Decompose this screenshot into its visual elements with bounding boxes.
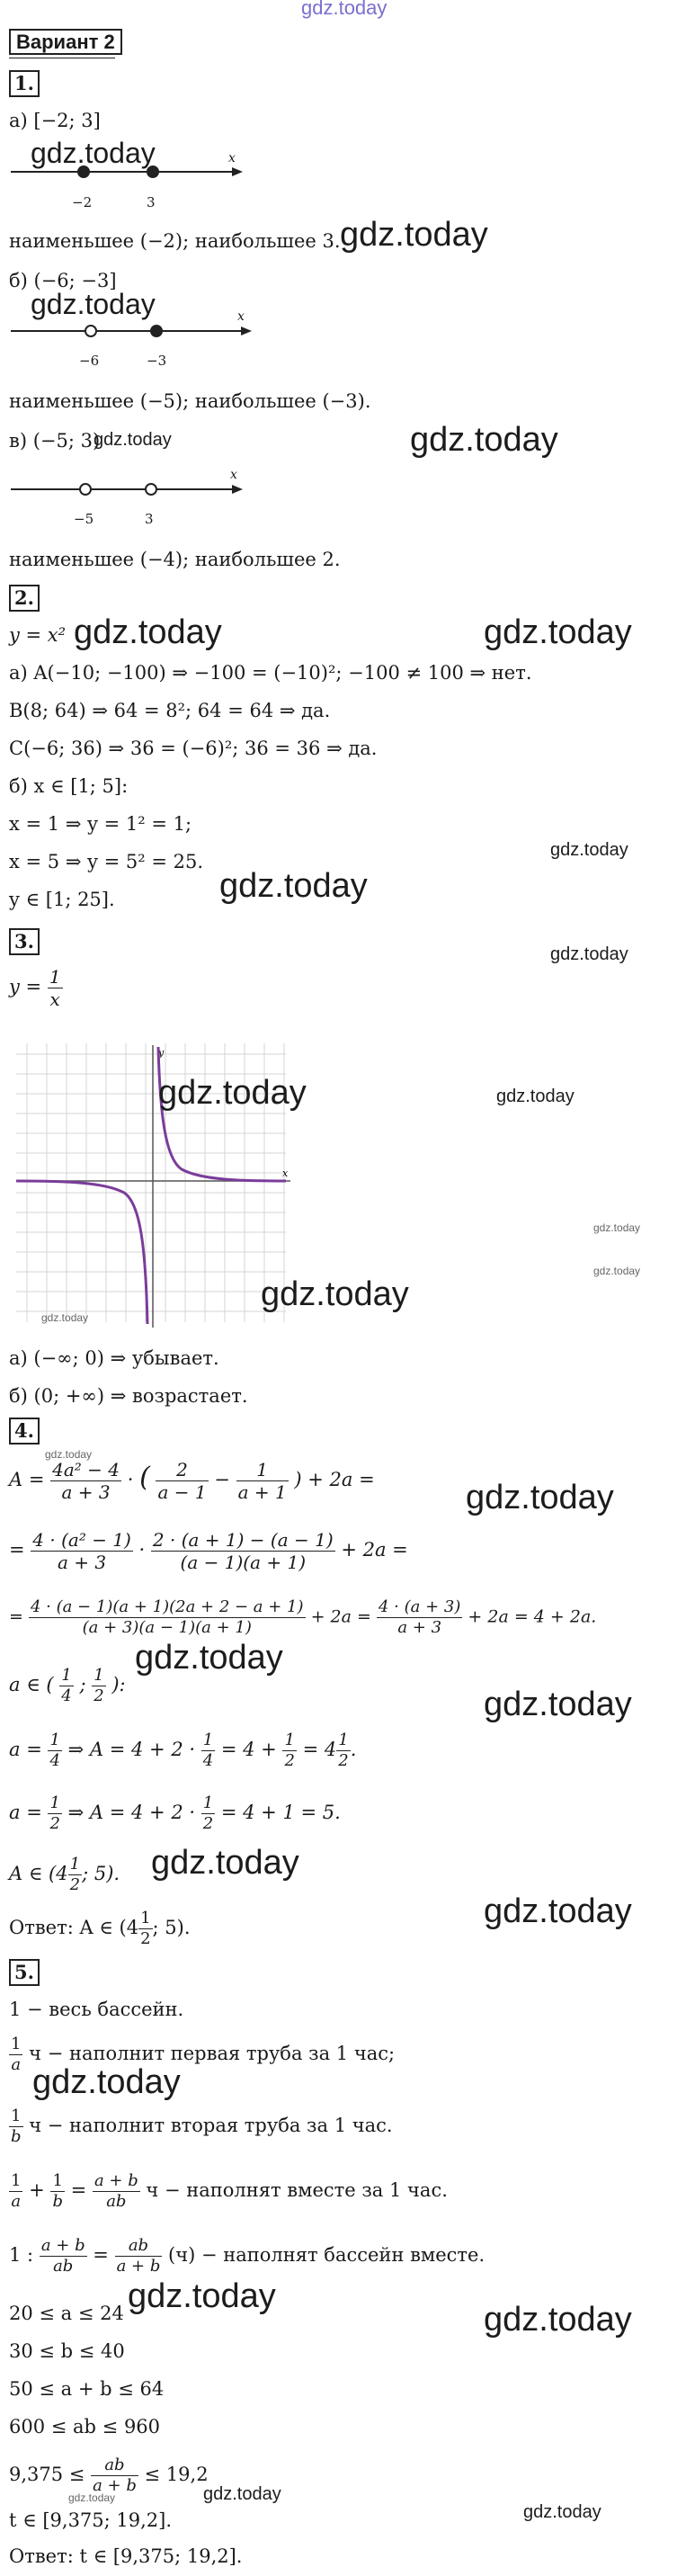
task3-a: а) (−∞; 0) ⇒ убывает. bbox=[9, 1347, 219, 1369]
fraction: $\frac{4 \cdot (a + 3)}{a + 3}$ bbox=[378, 1597, 461, 1637]
fraction: $\frac{2 \cdot (a + 1) - (a - 1)}{(a - 1)(a + 1)}$ bbox=[152, 1529, 334, 1573]
tick-label: 3 bbox=[147, 194, 156, 210]
task2-line: а) A(−10; −100) ⇒ −100 = (−10)²; −100 ≠ 100 ⇒ нет. bbox=[9, 662, 532, 684]
watermark: gdz.today bbox=[550, 944, 628, 964]
variant-title-text: Вариант 2 bbox=[9, 29, 122, 55]
fraction: $\frac{1}{2}$ bbox=[140, 1909, 151, 1948]
task2-line: C(−6; 36) ⇒ 36 = (−6)²; 36 = 36 ⇒ да. bbox=[9, 738, 378, 759]
fraction: $\frac{1}{2}$ bbox=[49, 1793, 60, 1833]
fraction: $\frac{1}{x}$ bbox=[49, 966, 61, 1010]
watermark: gdz.today bbox=[496, 1087, 575, 1106]
watermark: gdz.today bbox=[219, 867, 368, 905]
tick-label: −2 bbox=[72, 194, 93, 210]
open-point-icon bbox=[79, 483, 92, 496]
task1-c-answer: наименьшее (−4); наибольшее 2. bbox=[9, 549, 341, 570]
task5-answer: Ответ: t ∈ [9,375; 19,2]. bbox=[9, 2545, 243, 2567]
watermark: gdz.today bbox=[484, 2301, 632, 2339]
fraction: $\frac{1}{a}$ bbox=[11, 2171, 22, 2211]
task4-answer: Ответ: A ∈ (4 $\frac{1}{2}$ ; 5). bbox=[9, 1909, 191, 1948]
graph-x-label: x bbox=[282, 1167, 289, 1179]
task5-line: 1 : $\frac{a + b}{ab}$ = $\frac{ab}{a + b}$ (ч) − наполнят бассейн вместе. bbox=[9, 2236, 485, 2276]
fraction: $\frac{1}{4}$ bbox=[61, 1666, 72, 1705]
fraction: $\frac{2}{a - 1}$ bbox=[157, 1459, 207, 1503]
axis-line bbox=[11, 330, 245, 332]
fraction: $\frac{1}{2}$ bbox=[284, 1731, 295, 1770]
task1-b-label: б) (−6; −3] bbox=[9, 270, 117, 291]
task2-line: x = 1 ⇒ y = 1² = 1; bbox=[9, 813, 192, 835]
tick-label: −3 bbox=[147, 353, 167, 369]
fraction: $\frac{1}{2}$ bbox=[94, 1666, 104, 1705]
watermark: gdz.today bbox=[410, 421, 558, 459]
tick-label: 3 bbox=[145, 511, 154, 527]
fraction: $\frac{\text{4 · (a² − 1)}}{a + 3}$ bbox=[32, 1529, 131, 1573]
fraction: $\frac{a + b}{ab}$ bbox=[94, 2171, 138, 2211]
fraction: $\frac{1}{4}$ bbox=[202, 1731, 214, 1770]
open-point-icon bbox=[85, 325, 97, 337]
open-point-icon bbox=[145, 483, 157, 496]
tick-label: −5 bbox=[74, 511, 94, 527]
watermark: gdz.today bbox=[94, 430, 172, 450]
fraction: $\frac{a + b}{ab}$ bbox=[40, 2236, 85, 2276]
watermark: gdz.today bbox=[593, 1221, 641, 1234]
fraction: $\frac{1}{a + 1}$ bbox=[237, 1459, 287, 1503]
fraction: $\frac{1}{2}$ bbox=[202, 1793, 214, 1833]
task4-line3: = $\frac{4 \cdot (a - 1)(a + 1)(2a + 2 - a + 1)}{(a + 3)(a - 1)(a + 1)}$ + 2a = $\frac{4 \cdot (a + 3)}{a + 3}$ + 2a = 4 + 2a. bbox=[9, 1597, 597, 1637]
fraction: $\frac{1}{2}$ bbox=[69, 1855, 81, 1894]
task1-a-answer: наименьшее (−2); наибольшее 3. bbox=[9, 230, 341, 252]
watermark: gdz.today bbox=[484, 1892, 632, 1930]
task4-line2: = $\frac{\text{4 · (a² − 1)}}{a + 3}$ · $\frac{2 \cdot (a + 1) - (a - 1)}{(a - 1)(a + 1)}$ + 2a = bbox=[9, 1529, 408, 1573]
axis-arrow-icon bbox=[232, 167, 243, 176]
task4-line1: A = $\frac{\text{4a² − 4}}{a + 3}$ · ( $\frac{2}{a - 1}$ − $\frac{1}{a + 1}$ ) + 2a = bbox=[9, 1459, 375, 1503]
task4-case1: a = $\frac{1}{4}$ ⇒ A = 4 + 2 · $\frac{1}{4}$ = 4 + $\frac{1}{2}$ = 4 $\frac{1}{2}$ . bbox=[9, 1731, 357, 1770]
axis-x-label: x bbox=[228, 151, 236, 165]
task5-line: $\frac{1}{b}$ ч − наполнит вторая труба за 1 час. bbox=[11, 2106, 393, 2146]
task3-number: 3. bbox=[9, 928, 40, 955]
task5-ineq: 50 ≤ a + b ≤ 64 bbox=[9, 2378, 165, 2400]
task5-number: 5. bbox=[9, 1959, 40, 1986]
task5-ineq: 600 ≤ ab ≤ 960 bbox=[9, 2416, 161, 2437]
fraction: $\frac{\text{4a² − 4}}{a + 3}$ bbox=[52, 1459, 120, 1503]
graph-y-label: y bbox=[158, 1047, 165, 1059]
fraction: $\frac{ab}{a + b}$ bbox=[116, 2236, 161, 2276]
fraction: $\frac{4 \cdot (a - 1)(a + 1)(2a + 2 - a + 1)}{(a + 3)(a - 1)(a + 1)}$ bbox=[30, 1597, 304, 1637]
watermark: gdz.today bbox=[41, 1311, 89, 1324]
fraction: $\frac{1}{b}$ bbox=[11, 2106, 22, 2146]
watermark: gdz.today bbox=[32, 2063, 181, 2101]
variant-title bbox=[9, 31, 122, 54]
task2-line: б) x ∈ [1; 5]: bbox=[9, 775, 129, 797]
axis-line bbox=[11, 171, 236, 173]
watermark: gdz.today bbox=[135, 1639, 283, 1677]
task5-ineq: 9,375 ≤ $\frac{ab}{a + b}$ ≤ 19,2 bbox=[9, 2455, 209, 2495]
watermark: gdz.today bbox=[128, 2277, 276, 2315]
axis-arrow-icon bbox=[241, 326, 252, 335]
task4-interval: a ∈ ( $\frac{1}{4}$ ; $\frac{1}{2}$ ): bbox=[9, 1666, 126, 1705]
task1-number: 1. bbox=[9, 70, 40, 97]
watermark: gdz.today bbox=[203, 2484, 281, 2504]
task1-c-label: в) (−5; 3) bbox=[9, 430, 101, 452]
task4-case2: a = $\frac{1}{2}$ ⇒ A = 4 + 2 · $\frac{1}{2}$ = 4 + 1 = 5. bbox=[9, 1793, 341, 1833]
task5-ineq: 20 ≤ a ≤ 24 bbox=[9, 2303, 124, 2324]
task5-line: $\frac{1}{a}$ + $\frac{1}{b}$ = $\frac{a + b}{ab}$ ч − наполнят вместе за 1 час. bbox=[11, 2171, 448, 2211]
task3-function: y = $\frac{1}{x}$ bbox=[9, 966, 61, 1010]
fraction: $\frac{1}{b}$ bbox=[52, 2171, 63, 2211]
watermark: gdz.today bbox=[523, 2502, 601, 2522]
axis-x-label: x bbox=[237, 309, 245, 324]
watermark: gdz.today bbox=[466, 1479, 614, 1516]
task5-ineq: 30 ≤ b ≤ 40 bbox=[9, 2340, 125, 2362]
fraction: $\frac{ab}{a + b}$ bbox=[93, 2455, 137, 2495]
fraction: $\frac{1}{4}$ bbox=[49, 1731, 60, 1770]
fraction: $\frac{1}{2}$ bbox=[338, 1731, 349, 1770]
watermark: gdz.today bbox=[151, 1844, 299, 1882]
closed-point-icon bbox=[150, 325, 163, 337]
watermark: gdz.today bbox=[31, 288, 156, 320]
watermark: gdz.today bbox=[593, 1265, 641, 1277]
task1-b-answer: наименьшее (−5); наибольшее (−3). bbox=[9, 390, 371, 412]
fraction: $\frac{1}{a}$ bbox=[11, 2035, 22, 2074]
watermark: gdz.today bbox=[340, 216, 488, 254]
task2-function: y = x² bbox=[9, 624, 67, 646]
axis-x-label: x bbox=[230, 468, 237, 482]
watermark: gdz.today bbox=[45, 1448, 93, 1461]
task2-number: 2. bbox=[9, 585, 40, 612]
watermark: gdz.today bbox=[550, 840, 628, 860]
task2-line: y ∈ [1; 25]. bbox=[9, 889, 115, 910]
task5-line: 1 − весь бассейн. bbox=[9, 1999, 184, 2020]
task4-number: 4. bbox=[9, 1418, 40, 1445]
axis-arrow-icon bbox=[232, 485, 243, 494]
task2-line: x = 5 ⇒ y = 5² = 25. bbox=[9, 851, 204, 872]
task1-a-label: а) [−2; 3] bbox=[9, 110, 101, 131]
watermark: gdz.today bbox=[68, 2491, 116, 2504]
task2-line: B(8; 64) ⇒ 64 = 8²; 64 = 64 ⇒ да. bbox=[9, 700, 331, 721]
watermark: gdz.today bbox=[74, 613, 222, 651]
axis-line bbox=[11, 488, 236, 490]
tick-label: −6 bbox=[79, 353, 100, 369]
watermark: gdz.today bbox=[484, 1686, 632, 1723]
task5-line: $\frac{1}{a}$ ч − наполнит первая труба за 1 час; bbox=[11, 2035, 396, 2074]
watermark-top: gdz.today bbox=[301, 0, 387, 19]
watermark: gdz.today bbox=[31, 137, 156, 169]
task5-result: t ∈ [9,375; 19,2]. bbox=[9, 2509, 173, 2531]
watermark: gdz.today bbox=[158, 1074, 307, 1112]
task4-range: A ∈ (4 $\frac{1}{2}$ ; 5). bbox=[9, 1855, 120, 1894]
watermark: gdz.today bbox=[261, 1275, 409, 1313]
task3-b: б) (0; +∞) ⇒ возрастает. bbox=[9, 1385, 248, 1407]
watermark: gdz.today bbox=[484, 613, 632, 651]
